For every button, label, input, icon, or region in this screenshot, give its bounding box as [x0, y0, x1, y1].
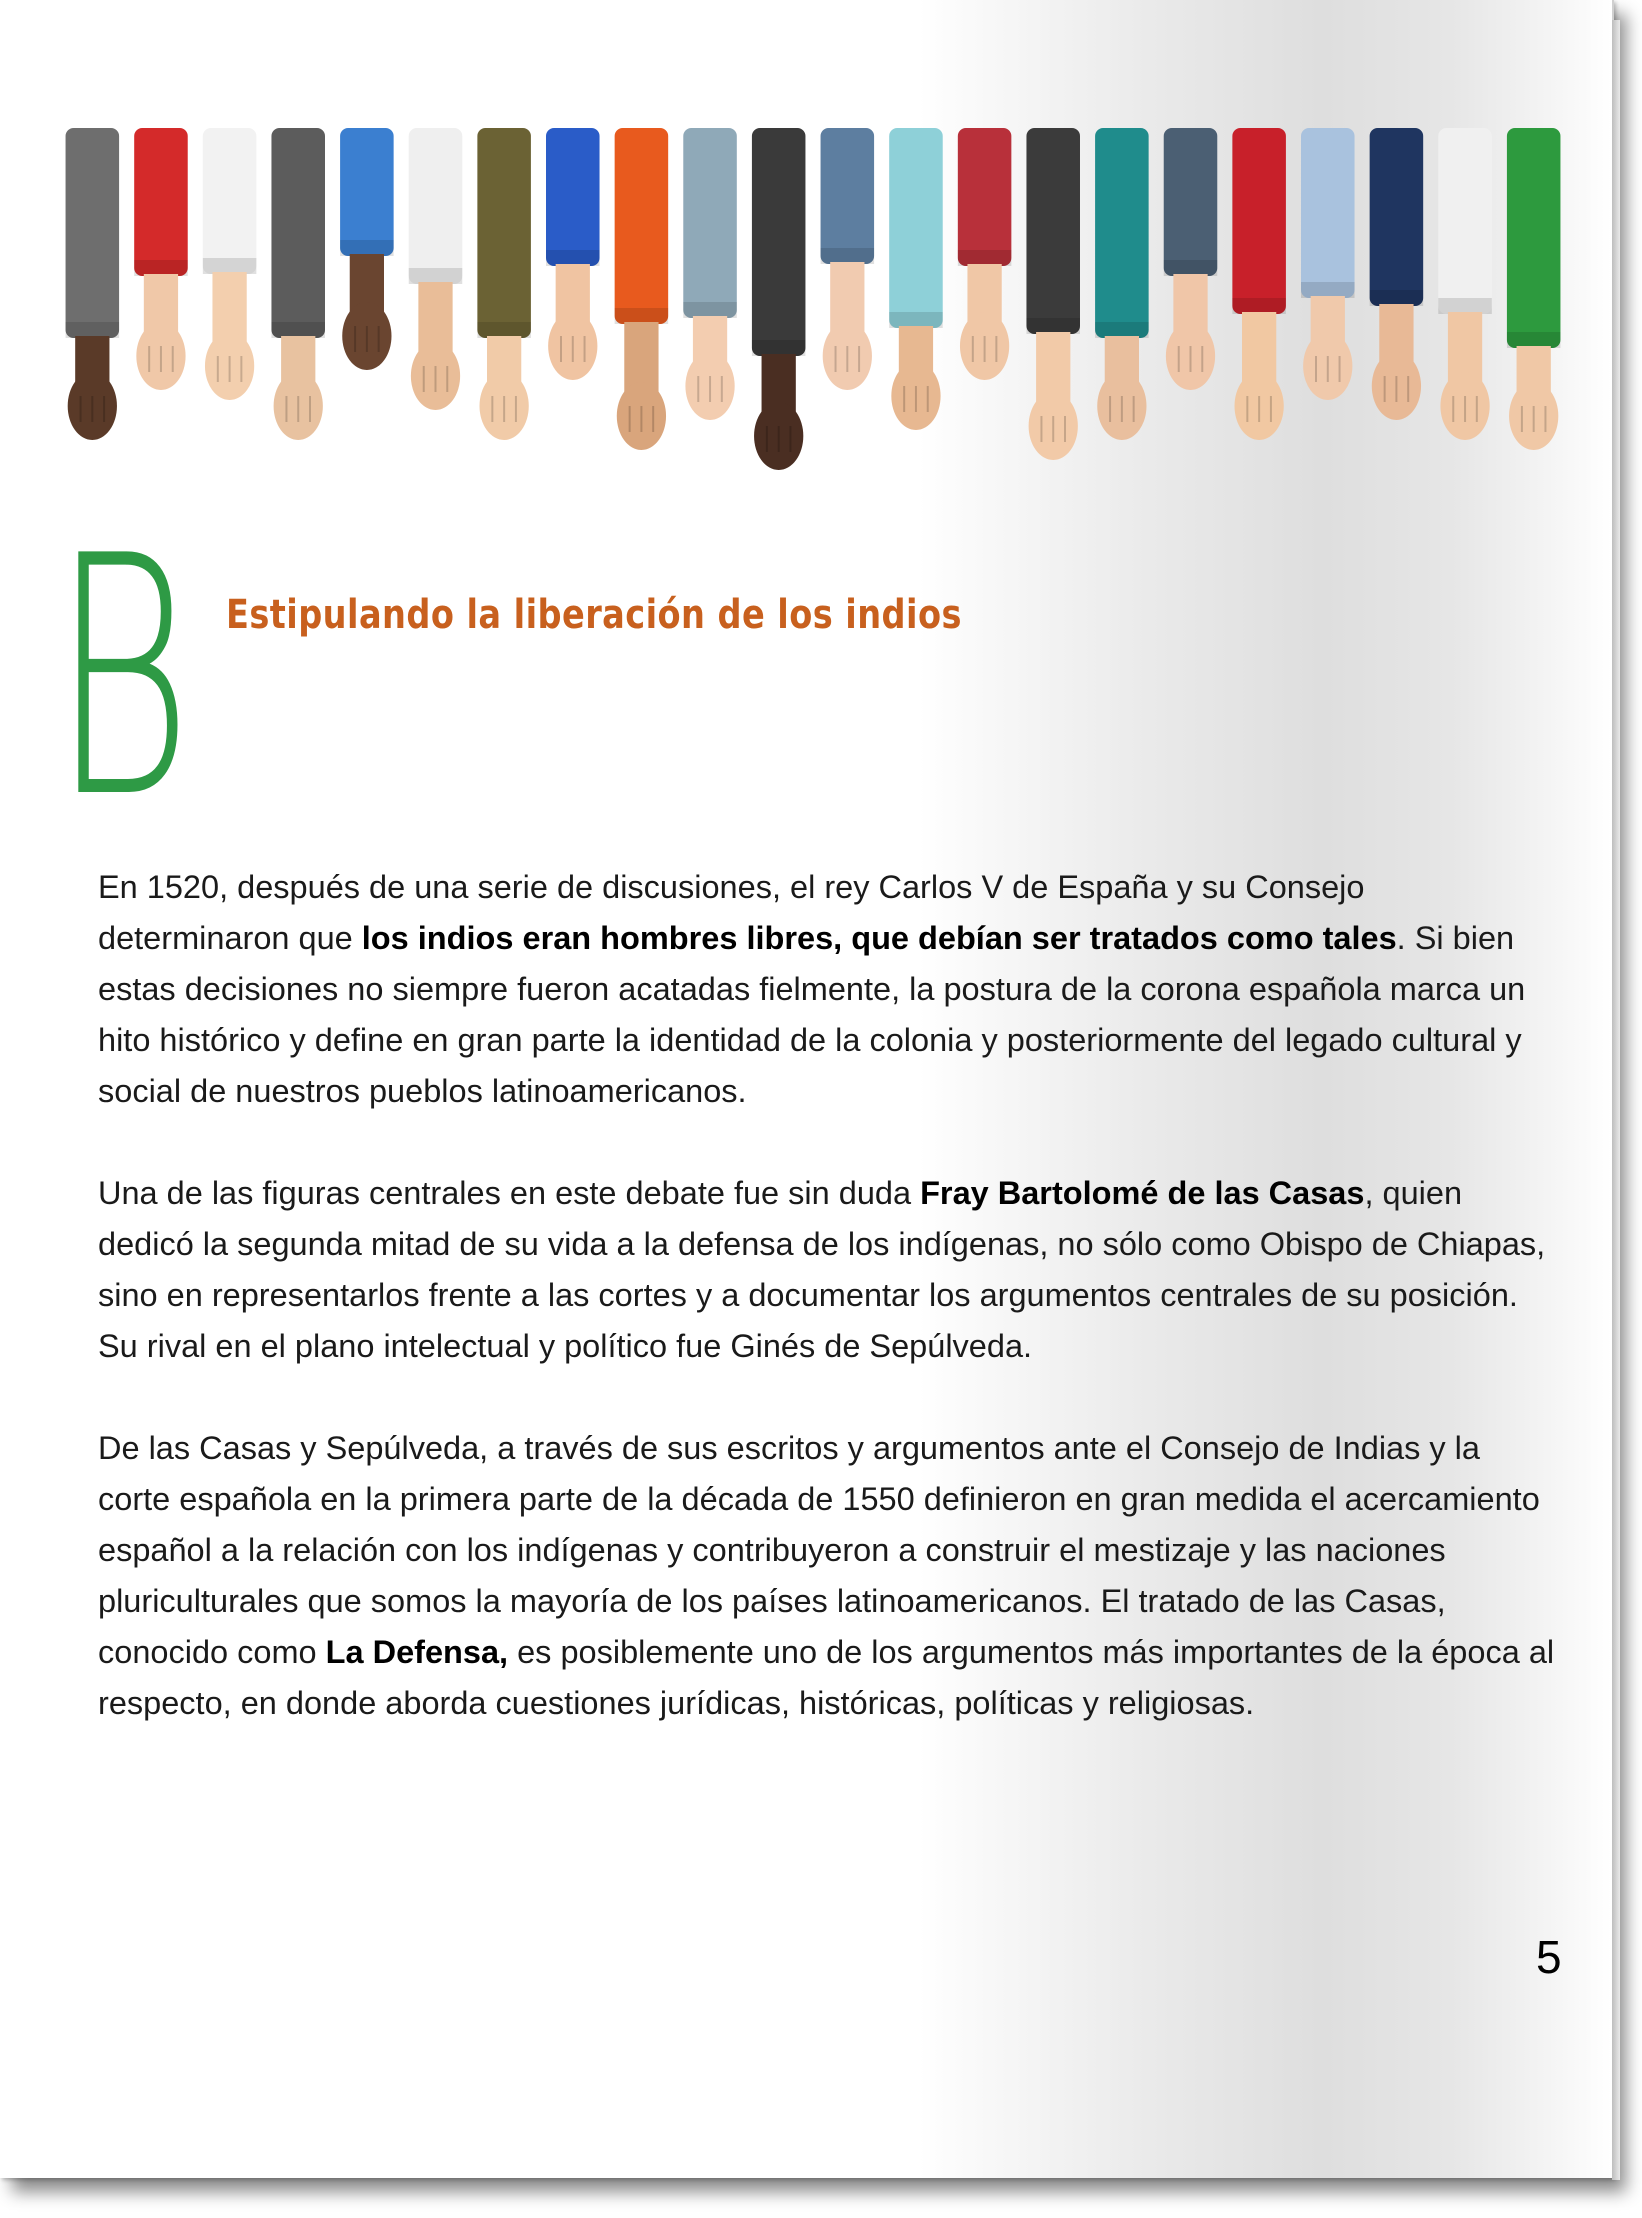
paragraph-2-text-end: , quien dedicó la segunda mitad de su vida a la defensa de los indígenas, no sólo como Obispo de Chiapas, sino en representarlos frente a las cortes y a documentar los argumentos centrales de su posición. Su rival en el plano intelectual y político fue Ginés de Sepúlveda.: [98, 1175, 1546, 1364]
sleeve: [683, 128, 737, 318]
sleeve-cuff: [1095, 322, 1149, 338]
raised-arm: [683, 128, 737, 420]
raised-arm: [546, 128, 600, 380]
raised-fists-banner-image: [58, 128, 1568, 508]
sleeve: [1438, 128, 1492, 314]
raised-fists-illustration: [58, 128, 1568, 508]
paragraph-2-bold-text: Fray Bartolomé de las Casas: [920, 1175, 1365, 1211]
page-number: 5: [1536, 1931, 1562, 1983]
sleeve: [1507, 128, 1561, 348]
raised-arm: [1301, 128, 1355, 400]
raised-arm: [1438, 128, 1492, 440]
paragraph-1-text-start: En 1520, después de una serie de discusiones, el rey Carlos V de España y su Consejo determinaron que: [98, 869, 1365, 956]
raised-arm: [1026, 128, 1080, 460]
sleeve: [821, 128, 875, 264]
sleeve-cuff: [203, 258, 257, 274]
sleeve: [752, 128, 806, 356]
sleeve: [889, 128, 943, 328]
sleeve: [477, 128, 531, 338]
sleeve: [203, 128, 257, 274]
sleeve-cuff: [134, 260, 188, 276]
article-body: [98, 862, 1558, 1780]
sleeve: [1301, 128, 1355, 298]
sleeve-cuff: [958, 250, 1012, 266]
raised-arm: [615, 128, 669, 450]
sleeve: [1232, 128, 1286, 314]
sleeve: [958, 128, 1012, 266]
sleeve: [1095, 128, 1149, 338]
raised-arm: [752, 128, 806, 470]
sleeve: [409, 128, 463, 284]
sleeve: [1026, 128, 1080, 334]
sleeve: [134, 128, 188, 276]
sleeve-cuff: [752, 340, 806, 356]
raised-arm: [1370, 128, 1424, 420]
sleeve-cuff: [821, 248, 875, 264]
sleeve: [271, 128, 325, 338]
sleeve: [340, 128, 394, 256]
raised-arm: [1507, 128, 1561, 450]
sleeve-cuff: [409, 268, 463, 284]
sleeve-cuff: [271, 322, 325, 338]
raised-arm: [1095, 128, 1149, 440]
raised-arm: [477, 128, 531, 440]
sleeve: [615, 128, 669, 324]
raised-arm: [409, 128, 463, 410]
drop-cap-glyph: B: [52, 486, 192, 870]
paragraph-1-bold-text: los indios eran hombres libres, que debían ser tratados como tales: [361, 920, 1397, 956]
paragraph-1: [98, 862, 1558, 1117]
sleeve-cuff: [66, 322, 120, 338]
paragraph-3-text-end: es posiblemente uno de los argumentos más importantes de la época al respecto, en donde aborda cuestiones jurídicas, históricas, políticas y religiosas.: [98, 1634, 1555, 1721]
sleeve-cuff: [1438, 298, 1492, 314]
paragraph-3-bold-text: La Defensa,: [325, 1634, 509, 1670]
sleeve-cuff: [683, 302, 737, 318]
sleeve-cuff: [1370, 290, 1424, 306]
raised-arm: [340, 128, 394, 370]
sleeve-cuff: [1164, 260, 1218, 276]
raised-arm: [1164, 128, 1218, 390]
raised-arm: [66, 128, 120, 440]
paragraph-3-text-start: De las Casas y Sepúlveda, a través de sus escritos y argumentos ante el Consejo de Indias y la corte española en la primera parte de la década de 1550 definieron en gran medida el acercamiento español a la relación con los indígenas y contribuyeron a construir el mestizaje y las naciones pluriculturales que somos la mayoría de los países latinoamericanos. El tratado de las Casas, conocido como: [98, 1430, 1540, 1670]
sleeve-cuff: [546, 250, 600, 266]
raised-arm: [958, 128, 1012, 380]
sleeve-cuff: [477, 322, 531, 338]
sleeve-cuff: [615, 308, 669, 324]
raised-arm: [1232, 128, 1286, 440]
raised-arm: [134, 128, 188, 390]
raised-arm: [271, 128, 325, 440]
page-title: Estipulando la liberación de los indios: [226, 592, 962, 638]
drop-cap-letter: [48, 486, 198, 870]
paragraph-2: [98, 1168, 1558, 1372]
sleeve-cuff: [1026, 318, 1080, 334]
sleeve: [66, 128, 120, 338]
sleeve: [546, 128, 600, 266]
paragraph-2-text-start: Una de las figuras centrales en este debate fue sin duda: [98, 1175, 921, 1211]
sleeve-cuff: [340, 240, 394, 256]
sleeve-cuff: [1232, 298, 1286, 314]
sleeve: [1164, 128, 1218, 276]
raised-arm: [821, 128, 875, 390]
sleeve: [1370, 128, 1424, 306]
sleeve-cuff: [1301, 282, 1355, 298]
sleeve-cuff: [889, 312, 943, 328]
raised-arm: [889, 128, 943, 430]
raised-arm: [203, 128, 257, 400]
paragraph-3: [98, 1423, 1558, 1729]
sleeve-cuff: [1507, 332, 1561, 348]
paragraph-1-text-end: . Si bien estas decisiones no siempre fueron acatadas fielmente, la postura de la corona española marca un hito histórico y define en gran parte la identidad de la colonia y posteriormente del legado cultural y social de nuestros pueblos latinoamericanos.: [98, 920, 1526, 1109]
